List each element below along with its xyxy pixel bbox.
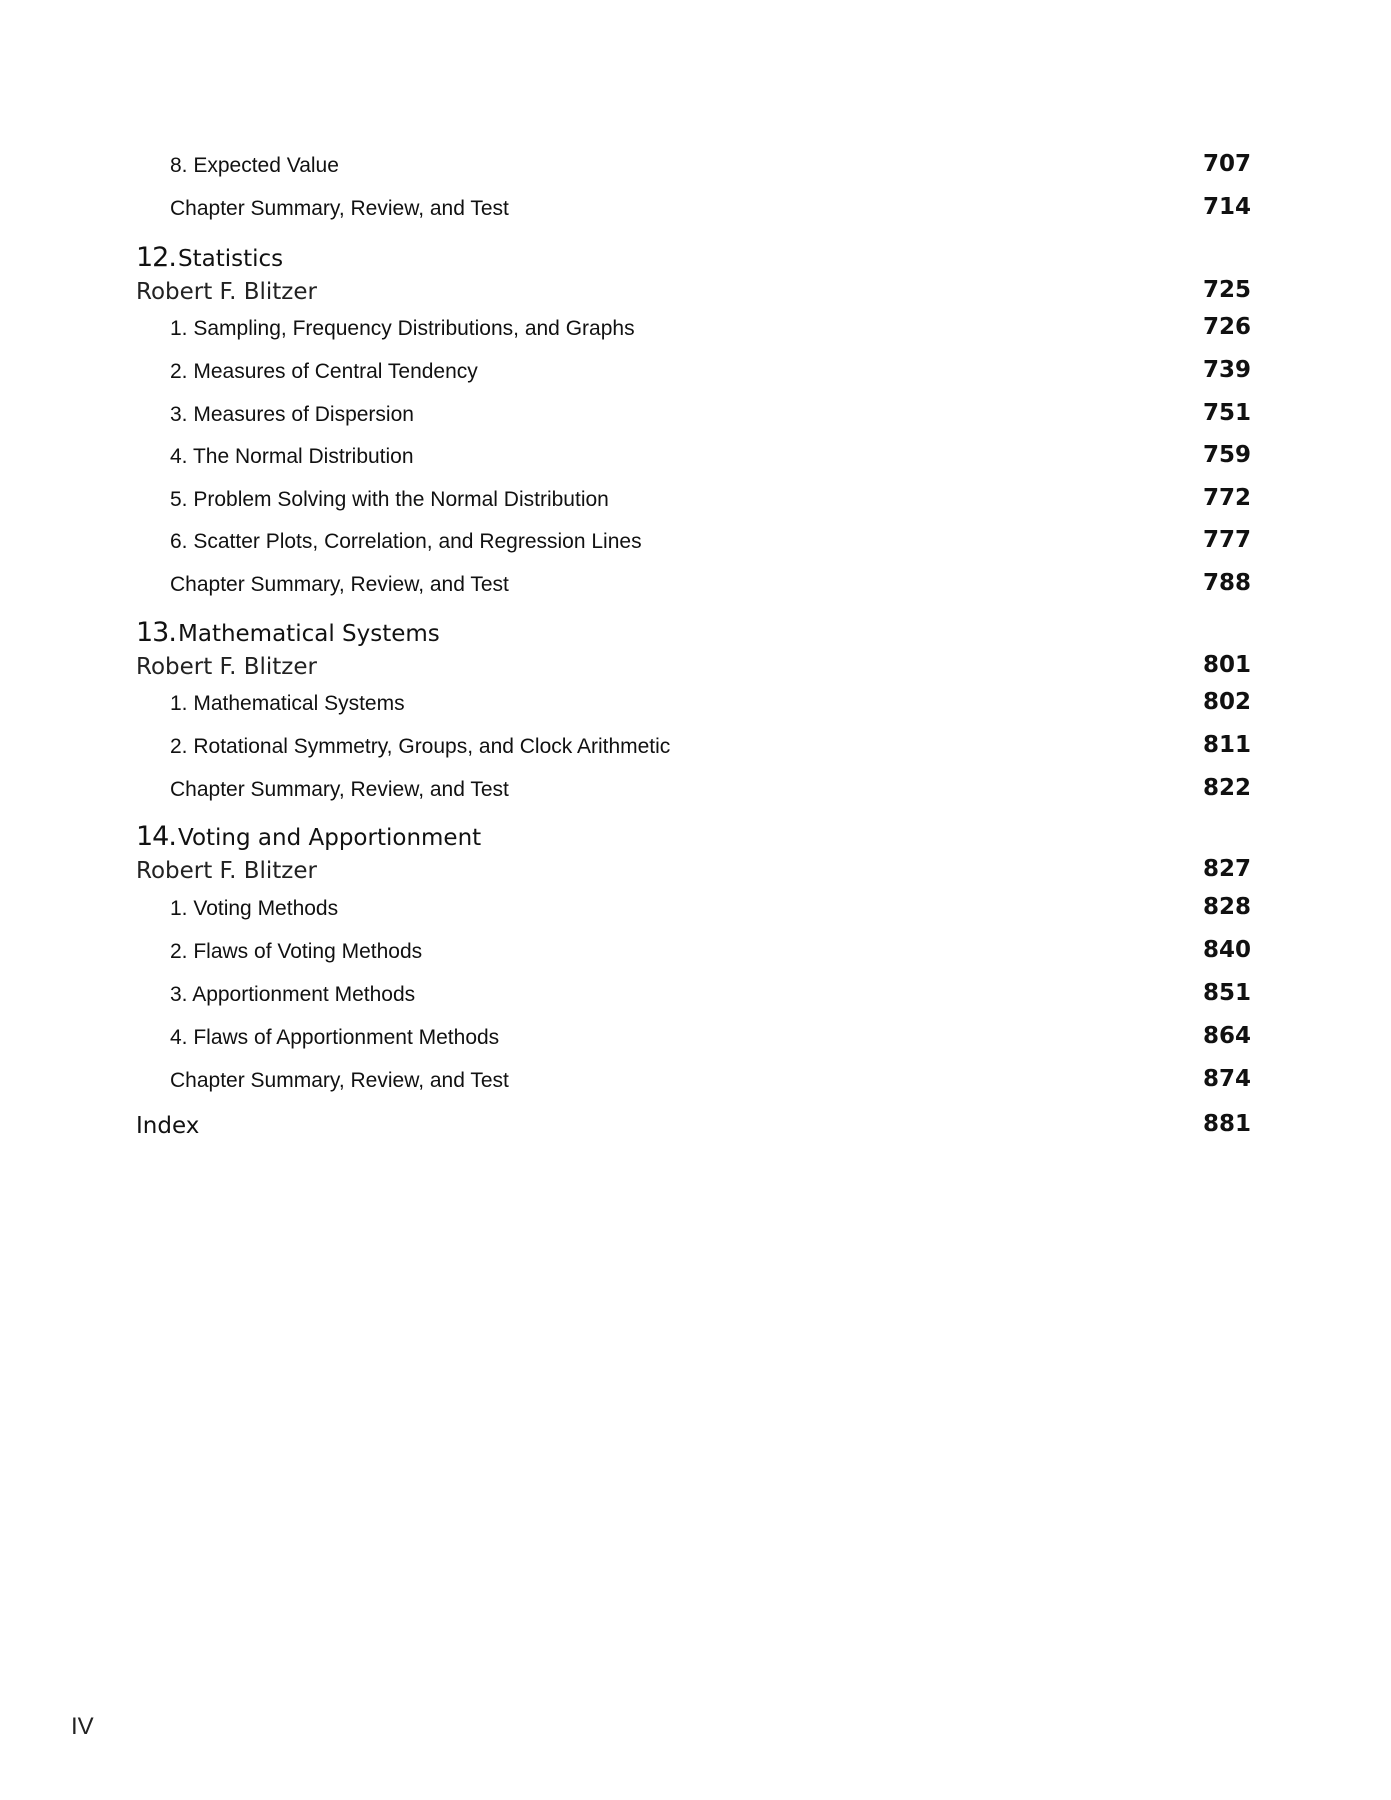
toc-entry-title: 4. The Normal Distribution <box>170 445 414 468</box>
toc-entry-page: 714 <box>1202 194 1251 220</box>
index-title: Index <box>136 1113 200 1139</box>
toc-entry-title: 2. Rotational Symmetry, Groups, and Clock Arithmetic <box>170 735 671 758</box>
toc-entry-page: 811 <box>1202 732 1251 758</box>
toc-entry-page: 707 <box>1202 151 1251 177</box>
toc-entry-title: 1. Voting Methods <box>170 897 339 920</box>
toc-entry-title: Chapter Summary, Review, and Test <box>170 1069 509 1092</box>
toc-entry[interactable] <box>0 480 1391 520</box>
chapter-title: Statistics <box>178 246 284 272</box>
toc-entry-page: 828 <box>1202 894 1251 920</box>
chapter-title: Mathematical Systems <box>178 621 440 647</box>
toc-entry[interactable] <box>0 395 1391 435</box>
chapter-title: Voting and Apportionment <box>178 825 482 851</box>
toc-entry[interactable] <box>0 437 1391 477</box>
chapter-heading <box>0 617 1391 651</box>
toc-entry-title: Chapter Summary, Review, and Test <box>170 573 509 596</box>
toc-entry-title: 2. Measures of Central Tendency <box>170 360 478 383</box>
chapter-author: Robert F. Blitzer <box>136 279 317 305</box>
toc-entry[interactable] <box>0 1018 1391 1058</box>
chapter-number: 14. <box>136 821 176 852</box>
toc-entry-page: 777 <box>1202 527 1251 553</box>
toc-entry-title: 4. Flaws of Apportionment Methods <box>170 1026 500 1049</box>
toc-entry[interactable] <box>0 309 1391 349</box>
toc-entry-title: 3. Measures of Dispersion <box>170 403 414 426</box>
toc-entry-page: 840 <box>1202 937 1251 963</box>
toc-entry-page: 827 <box>1202 856 1251 882</box>
toc-entry-title: 6. Scatter Plots, Correlation, and Regression Lines <box>170 530 642 553</box>
chapter-author-entry[interactable] <box>0 647 1391 687</box>
toc-entry[interactable] <box>0 684 1391 724</box>
toc-entry-page: 874 <box>1202 1066 1251 1092</box>
chapter-author: Robert F. Blitzer <box>136 858 317 884</box>
chapter-number: 13. <box>136 617 176 648</box>
toc-index-entry[interactable] <box>0 1106 1391 1146</box>
toc-entry-page: 725 <box>1202 277 1251 303</box>
toc-entry-page: 801 <box>1202 652 1251 678</box>
toc-entry-title: 2. Flaws of Voting Methods <box>170 940 423 963</box>
chapter-author: Robert F. Blitzer <box>136 654 317 680</box>
toc-entry-page: 726 <box>1202 314 1251 340</box>
toc-entry[interactable] <box>0 932 1391 972</box>
toc-entry[interactable] <box>0 727 1391 767</box>
toc-entry-page: 772 <box>1202 485 1251 511</box>
toc-entry-page: 822 <box>1202 775 1251 801</box>
toc-entry-page: 802 <box>1202 689 1251 715</box>
toc-entry-page: 759 <box>1202 442 1251 468</box>
page-folio: IV <box>71 1713 94 1740</box>
chapter-author-entry[interactable] <box>0 272 1391 312</box>
chapter-author-entry[interactable] <box>0 851 1391 891</box>
toc-entry-page: 788 <box>1202 570 1251 596</box>
toc-entry-page: 881 <box>1202 1111 1251 1137</box>
toc-entry-page: 851 <box>1202 980 1251 1006</box>
toc-entry-title: 3. Apportionment Methods <box>170 983 416 1006</box>
toc-entry[interactable] <box>0 352 1391 392</box>
chapter-heading <box>0 821 1391 855</box>
toc-entry[interactable] <box>0 522 1391 562</box>
toc-entry-title: 8. Expected Value <box>170 154 339 177</box>
toc-entry-title: Chapter Summary, Review, and Test <box>170 778 509 801</box>
toc-entry-title: 5. Problem Solving with the Normal Distribution <box>170 488 609 511</box>
toc-entry[interactable] <box>0 1061 1391 1101</box>
toc-entry-page: 751 <box>1202 400 1251 426</box>
toc-entry-page: 739 <box>1202 357 1251 383</box>
toc-entry[interactable] <box>0 770 1391 810</box>
chapter-number: 12. <box>136 242 176 273</box>
toc-entry[interactable] <box>0 189 1391 229</box>
toc-entry[interactable] <box>0 565 1391 605</box>
toc-entry-title: Chapter Summary, Review, and Test <box>170 197 509 220</box>
chapter-heading <box>0 242 1391 276</box>
toc-entry[interactable] <box>0 146 1391 186</box>
toc-entry[interactable] <box>0 975 1391 1015</box>
toc-entry-title: 1. Mathematical Systems <box>170 692 405 715</box>
toc-entry-page: 864 <box>1202 1023 1251 1049</box>
toc-entry-title: 1. Sampling, Frequency Distributions, and Graphs <box>170 317 635 340</box>
toc-entry[interactable] <box>0 889 1391 929</box>
